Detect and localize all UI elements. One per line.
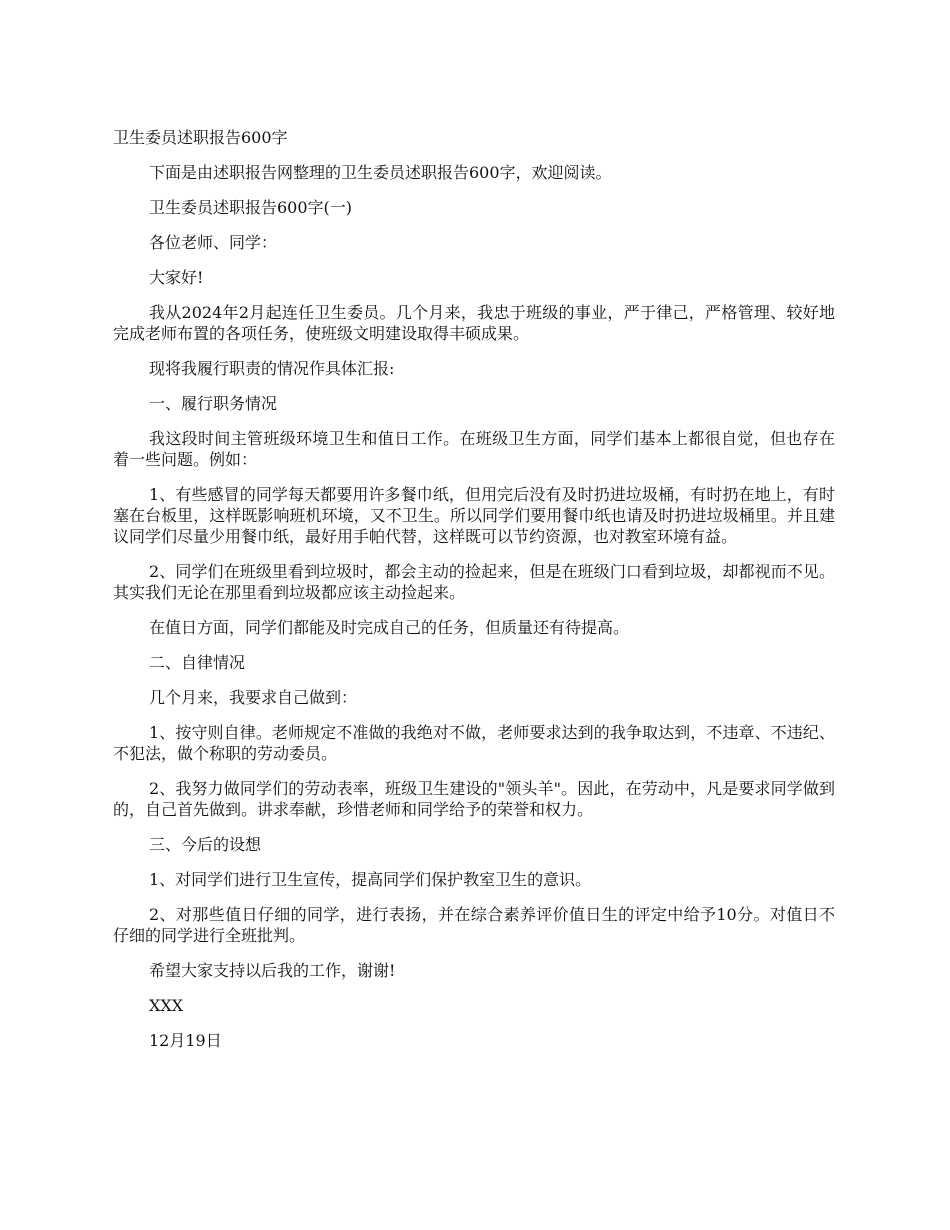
- list-item: 1、对同学们进行卫生宣传，提高同学们保护教室卫生的意识。: [149, 870, 592, 889]
- date: 12月19日: [149, 1031, 222, 1050]
- subheading-duties: 一、履行职务情况: [149, 394, 278, 413]
- body-paragraph: 在值日方面，同学们都能及时完成自己的任务，但质量还有待提高。: [149, 618, 630, 637]
- body-paragraph: 现将我履行职责的情况作具体汇报:: [149, 359, 395, 378]
- list-item: 1、有些感冒的同学每天都要用许多餐巾纸，但用完后没有及时扔进垃圾桶，有时扔在地上，有时塞在台板里，这样既影响班机环境，又不卫生。所以同学们要用餐巾纸也请及时扔进垃圾桶里。并且建议同学们尽量少用餐巾纸，最好用手帕代替，这样既可以节约资源，也对教室环境有益。: [113, 485, 835, 546]
- subheading-self-discipline: 二、自律情况: [149, 653, 246, 672]
- salutation: 各位老师、同学：: [149, 233, 278, 252]
- document-page: [113, 127, 835, 1065]
- body-paragraph: 我从2024年2月起连任卫生委员。几个月来，我忠于班级的事业，严于律己，严格管理、较好地完成老师布置的各项任务，使班级文明建设取得丰硕成果。: [113, 303, 835, 343]
- list-item: 2、我努力做同学们的劳动表率，班级卫生建设的"领头羊"。因此，在劳动中，凡是要求同学做到的，自己首先做到。讲求奉献，珍惜老师和同学给予的荣誉和权力。: [113, 779, 835, 819]
- signature: XXX: [149, 996, 184, 1015]
- list-item: 1、按守则自律。老师规定不准做的我绝对不做，老师要求达到的我争取达到，不违章、不违纪、不犯法，做个称职的劳动委员。: [113, 723, 835, 763]
- greeting: 大家好!: [149, 268, 204, 287]
- list-item: 2、同学们在班级里看到垃圾时，都会主动的捡起来，但是在班级门口看到垃圾，却都视而不见。其实我们无论在那里看到垃圾都应该主动捡起来。: [113, 562, 835, 602]
- subheading-future-plans: 三、今后的设想: [149, 835, 262, 854]
- body-paragraph: 我这段时间主管班级环境卫生和值日工作。在班级卫生方面，同学们基本上都很自觉，但也存在着一些问题。例如：: [113, 429, 835, 469]
- closing-paragraph: 希望大家支持以后我的工作，谢谢!: [149, 961, 396, 980]
- section-heading: 卫生委员述职报告600字(一): [149, 198, 353, 217]
- intro-paragraph: 下面是由述职报告网整理的卫生委员述职报告600字，欢迎阅读。: [149, 163, 612, 182]
- body-paragraph: 几个月来，我要求自己做到：: [149, 688, 358, 707]
- list-item: 2、对那些值日仔细的同学，进行表扬，并在综合素养评价值日生的评定中给予10分。对值日不仔细的同学进行全班批判。: [113, 905, 835, 945]
- document-title: 卫生委员述职报告600字: [113, 128, 288, 147]
